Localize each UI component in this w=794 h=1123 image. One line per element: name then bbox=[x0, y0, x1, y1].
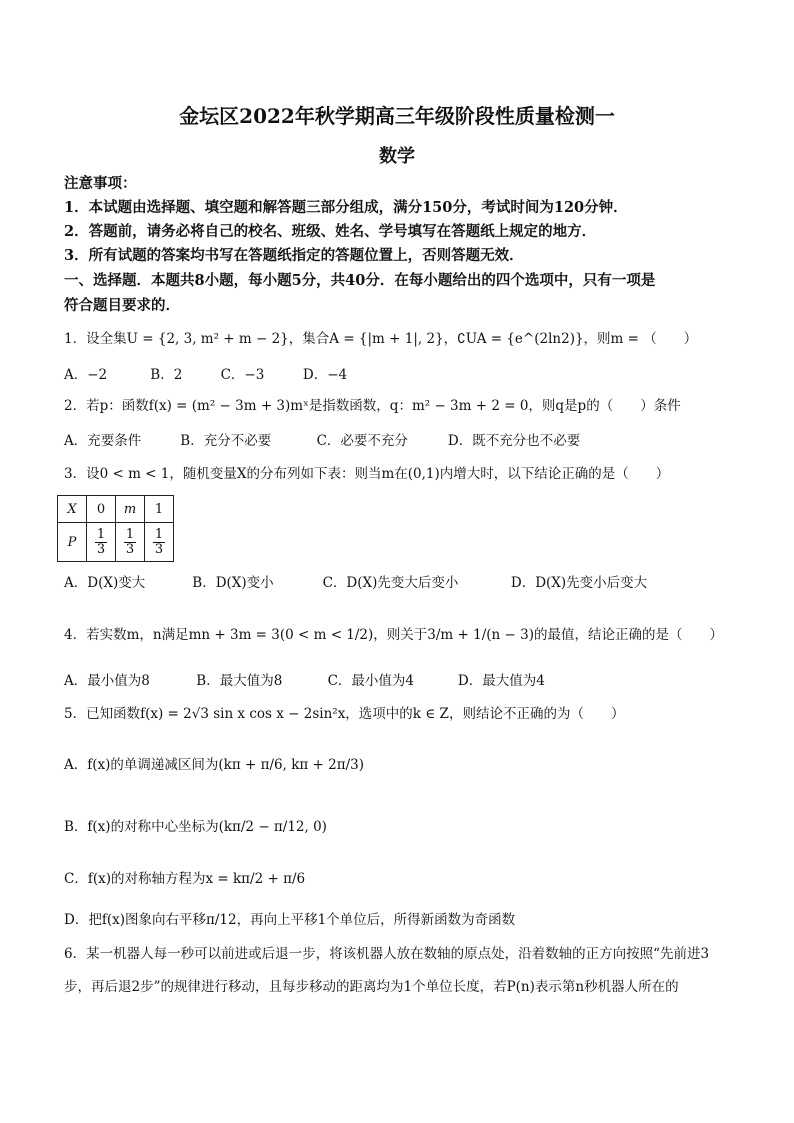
table-cell: P bbox=[58, 523, 87, 562]
question-2-options bbox=[64, 432, 744, 450]
q2-option-d: D．既不充分也不必要 bbox=[447, 433, 581, 449]
q5-option-a: A．f(x)的单调递减区间为(kπ + π/6, kπ + 2π/3) bbox=[64, 757, 365, 773]
q1-option-a: A．−2 bbox=[64, 367, 108, 383]
notes-heading: 注意事项： bbox=[64, 175, 137, 192]
question-3-stem: 3．设0 < m < 1，随机变量X的分布列如下表：则当m在(0,1)内增大时，以下结论正确的是（ ） bbox=[64, 466, 670, 482]
section-heading-cont: 符合题目要求的． bbox=[64, 297, 180, 314]
table-cell: m bbox=[116, 496, 145, 523]
fraction-numerator: 1 bbox=[96, 526, 106, 542]
question-6-line-2: 步，再后退2步”的规律进行移动，且每步移动的距离均为1个单位长度，若P(n)表示第n秒机器人所在的 bbox=[64, 979, 679, 995]
fraction-numerator: 1 bbox=[154, 526, 164, 542]
q3-option-b: B．D(X)变小 bbox=[192, 575, 274, 591]
q2-option-a: A．充要条件 bbox=[64, 433, 142, 449]
table-cell: 1 bbox=[145, 496, 174, 523]
note-item-1: 1．本试题由选择题、填空题和解答题三部分组成，满分150分，考试时间为120分钟． bbox=[64, 199, 628, 216]
distribution-table bbox=[57, 495, 174, 562]
question-4-stem: 4．若实数m，n满足mn + 3m = 3(0 < m < 1/2)，则关于3/m + 1/(n − 3)的最值，结论正确的是（ ） bbox=[64, 627, 723, 643]
q3-option-c: C．D(X)先变大后变小 bbox=[322, 575, 459, 591]
fraction-denominator: 3 bbox=[96, 541, 106, 557]
exam-title: 金坛区2022年秋学期高三年级阶段性质量检测一 bbox=[179, 104, 615, 128]
table-cell bbox=[87, 523, 116, 562]
q2-option-b: B．充分不必要 bbox=[180, 433, 272, 449]
table-header-row bbox=[58, 496, 174, 523]
fraction-denominator: 3 bbox=[125, 541, 135, 557]
note-item-3: 3．所有试题的答案均书写在答题纸指定的答题位置上，否则答题无效． bbox=[64, 247, 524, 264]
q3-option-d: D．D(X)先变小后变大 bbox=[510, 575, 648, 591]
q4-option-b: B．最大值为8 bbox=[196, 673, 283, 689]
table-cell bbox=[116, 523, 145, 562]
table-prob-row bbox=[58, 523, 174, 562]
q1-option-c: C．−3 bbox=[220, 367, 265, 383]
q2-option-c: C．必要不充分 bbox=[316, 433, 408, 449]
question-2-stem: 2．若p：函数f(x) = (m² − 3m + 3)mˣ是指数函数，q：m² − 3m + 2 = 0，则q是p的（ ）条件 bbox=[64, 398, 681, 414]
fraction-denominator: 3 bbox=[154, 541, 164, 557]
table-cell: X bbox=[58, 496, 87, 523]
q5-option-c: C．f(x)的对称轴方程为x = kπ/2 + π/6 bbox=[64, 871, 306, 887]
table-cell: 0 bbox=[87, 496, 116, 523]
question-5-stem: 5．已知函数f(x) = 2√3 sin x cos x − 2sin²x，选项中的k ∈ Z，则结论不正确的为（ ） bbox=[64, 706, 625, 722]
question-6-line-1: 6．某一机器人每一秒可以前进或后退一步，将该机器人放在数轴的原点处，沿着数轴的正方向按照“先前进3 bbox=[64, 946, 710, 962]
table-cell bbox=[145, 523, 174, 562]
fraction-numerator: 1 bbox=[125, 526, 135, 542]
question-1-options bbox=[64, 366, 744, 384]
q5-option-d: D．把f(x)图象向右平移π/12，再向上平移1个单位后，所得新函数为奇函数 bbox=[64, 912, 516, 928]
q4-option-d: D．最大值为4 bbox=[457, 673, 545, 689]
q1-option-d: D．−4 bbox=[302, 367, 348, 383]
q3-option-a: A．D(X)变大 bbox=[64, 575, 146, 591]
subject-title: 数学 bbox=[379, 146, 415, 167]
question-3-options bbox=[64, 574, 744, 592]
question-1-stem: 1．设全集U = {2, 3, m² + m − 2}，集合A = {|m + 1|, 2}，∁UA = {e^(2ln2)}，则m = （ ） bbox=[64, 331, 698, 347]
section-heading: 一、选择题．本题共8小题，每小题5分，共40分．在每小题给出的四个选项中，只有一项是 bbox=[64, 272, 656, 289]
question-4-options bbox=[64, 672, 744, 690]
q4-option-a: A．最小值为8 bbox=[64, 673, 150, 689]
q1-option-b: B．2 bbox=[150, 367, 183, 383]
q5-option-b: B．f(x)的对称中心坐标为(kπ/2 − π/12, 0) bbox=[64, 819, 327, 835]
note-item-2: 2．答题前，请务必将自己的校名、班级、姓名、学号填写在答题纸上规定的地方． bbox=[64, 223, 597, 240]
q4-option-c: C．最小值为4 bbox=[327, 673, 415, 689]
